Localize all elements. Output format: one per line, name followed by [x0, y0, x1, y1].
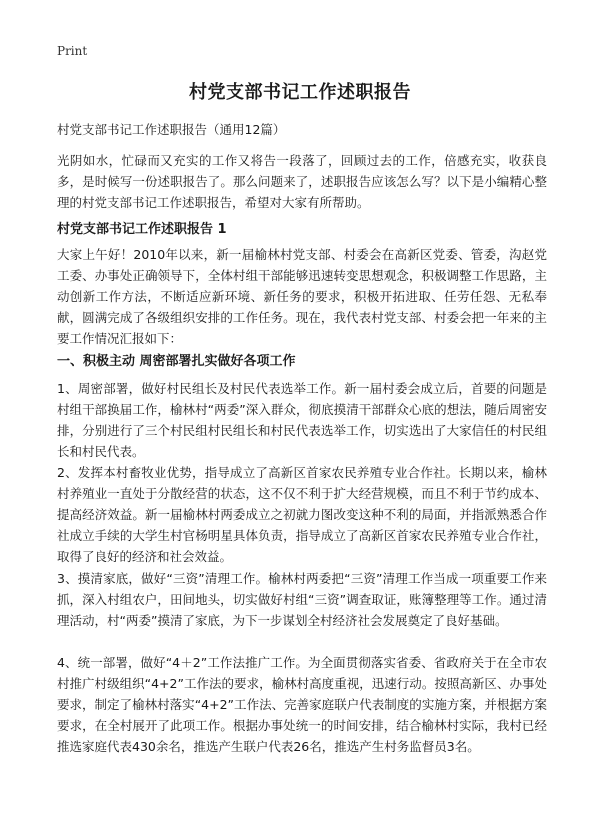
page-title: 村党支部书记工作述职报告	[189, 82, 411, 103]
print-link[interactable]: Print	[57, 44, 88, 58]
list-item: 3、摸清家底，做好“三资”清理工作。榆林村两委把“三资”清理工作当成一项重要工作来抓，深入村组农户，田间地头，切实做好村组“三资”调查取证，账簿整理等工作。通过清理活动，村“两委”摸清了家底，为下一步谋划全村经济社会发展奠定了良好基础。	[57, 571, 547, 628]
document-subtitle: 村党支部书记工作述职报告（通用12篇）	[57, 122, 286, 137]
intro-paragraph: 光阴如水，忙碌而又充实的工作又将告一段落了，回顾过去的工作，倍感充实，收获良多，是时候写一份述职报告了。那么问题来了，述职报告应该怎么写？以下是小编精心整理的村党支部书记工作述职报告，希望对大家有所帮助。	[57, 153, 547, 210]
list-item: 2、发挥本村畜牧业优势，指导成立了高新区首家农民养殖专业合作社。长期以来，榆林村养殖业一直处于分散经营的状态，这不仅不利于扩大经营规模，而且不利于节约成本、提高经济效益。新一届榆林村两委成立之初就力图改变这种不利的局面，并指派熟悉合作社成立手续的大学生村官杨明星具体负责，指导成立了高新区首家农民养殖专业合作社，取得了良好的经济和社会效益。	[57, 465, 547, 564]
list-item: 1、周密部署，做好村民组长及村民代表选举工作。新一届村委会成立后，首要的问题是村组干部换届工作，榆林村“两委”深入群众，彻底摸清干部群众心底的想法，随后周密安排，分别进行了三个村民组村民组长和村民代表选举工作，切实选出了大家信任的村民组长和村民代表。	[57, 381, 547, 459]
section-heading: 一、积极主动 周密部署扎实做好各项工作	[57, 354, 296, 369]
list-item: 4、统一部署，做好“4＋2”工作法推广工作。为全面贯彻落实省委、省政府关于在全市农村推广村级组织“4+2”工作法的要求，榆林村高度重视，迅速行动。按照高新区、办事处要求，制定了榆林村落实“4+2”工作法、完善家庭联户代表制度的实施方案，并根据方案要求，在全村展开了此项工作。根据办事处统一的时间安排，结合榆林村实际，我村已经推选家庭代表430余名，推选产生联户代表26名，推选产生村务监督员3名。	[57, 655, 547, 754]
report-heading: 村党支部书记工作述职报告 1	[57, 222, 227, 237]
opening-paragraph: 大家上午好！2010年以来，新一届榆林村党支部、村委会在高新区党委、管委，沟赵党工委、办事处正确领导下，全体村组干部能够迅速转变思想观念，积极调整工作思路，主动创新工作方法，不断适应新环境、新任务的要求，积极开拓进取、任劳任怨、无私奉献，圆满完成了各级组织安排的工作任务。现在，我代表村党支部、村委会把一年来的主要工作情况汇报如下：	[57, 247, 547, 346]
